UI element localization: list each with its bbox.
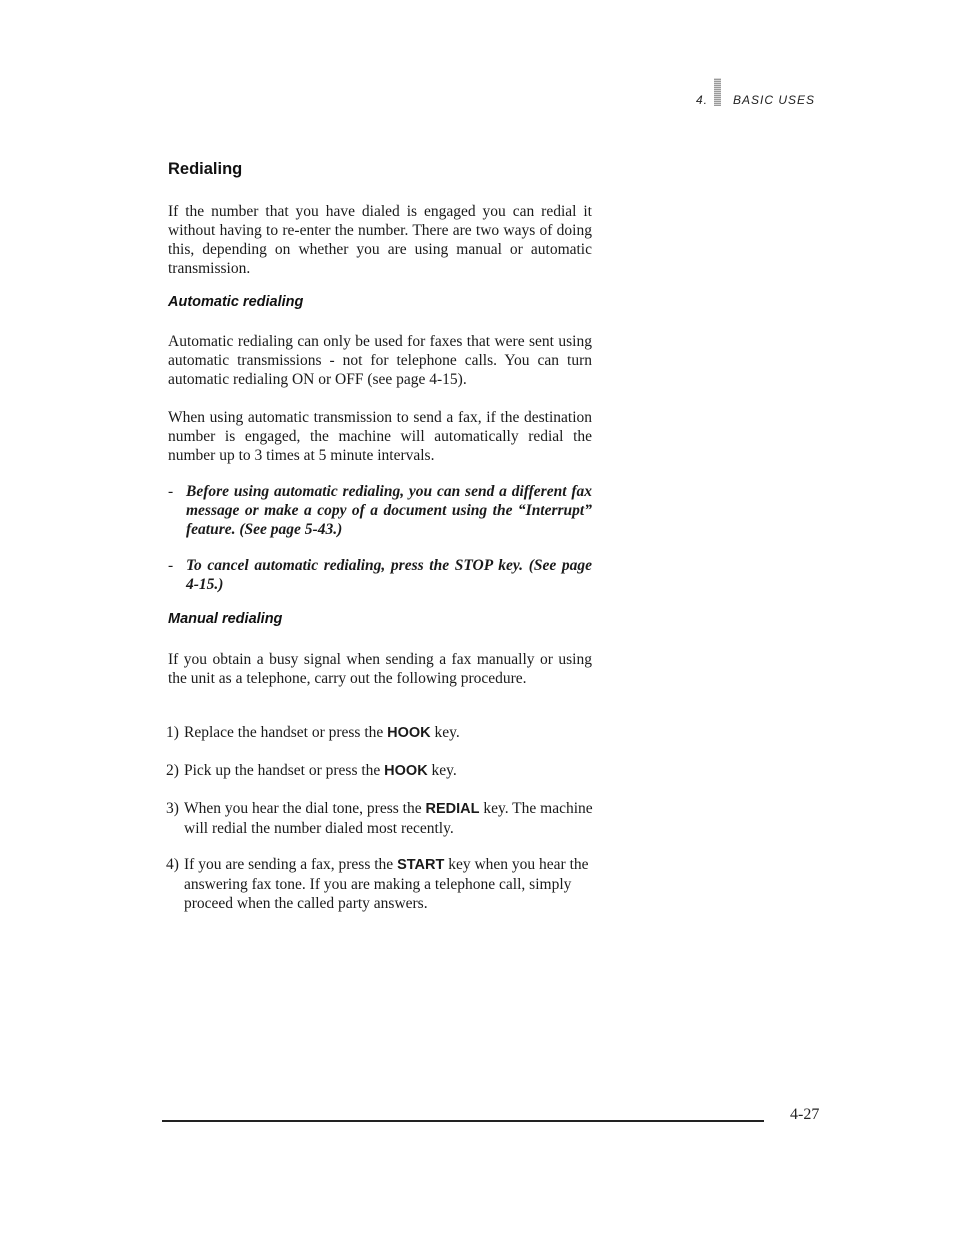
section-heading bbox=[168, 160, 592, 179]
note-item bbox=[168, 482, 592, 539]
note-item bbox=[168, 556, 592, 594]
note-dash: - bbox=[168, 557, 174, 574]
intro-text: If the number that you have dialed is engaged you can redial it without having to re-enter the number. There are two ways of doing this, depending on whether you are using manual or automatic transmission. bbox=[168, 203, 592, 277]
step-text: If you are sending a fax, press the START key when you hear the answering fax tone. If you are making a telephone call, simply proceed when the called party answers. bbox=[184, 856, 589, 912]
section-title: Redialing bbox=[168, 160, 243, 178]
key-name: HOOK bbox=[384, 763, 428, 779]
note-dash: - bbox=[168, 483, 174, 500]
step-number: 2) bbox=[166, 762, 179, 779]
step-text: Replace the handset or press the HOOK key. bbox=[184, 724, 460, 741]
automatic-heading bbox=[168, 294, 592, 310]
chapter-title: BASIC USES bbox=[733, 93, 816, 107]
automatic-title: Automatic redialing bbox=[168, 294, 304, 310]
procedure-step bbox=[166, 799, 594, 838]
footer-rule bbox=[162, 1120, 764, 1122]
chapter-tab-marker bbox=[714, 78, 721, 106]
page-number: 4-27 bbox=[790, 1106, 820, 1123]
procedure-step bbox=[166, 855, 594, 913]
key-name: HOOK bbox=[387, 725, 431, 741]
key-name: REDIAL bbox=[425, 801, 480, 817]
manual-title: Manual redialing bbox=[168, 611, 283, 627]
chapter-number: 4. bbox=[696, 93, 709, 107]
automatic-text-1: Automatic redialing can only be used for faxes that were sent using automatic transmissions - not for telephone calls. You can turn automatic redialing ON or OFF (see page 4-15). bbox=[168, 333, 592, 388]
step-text: When you hear the dial tone, press the REDIAL key. The machine will redial the number dialed most recently. bbox=[184, 800, 593, 837]
step-text: Pick up the handset or press the HOOK key. bbox=[184, 762, 457, 779]
manual-heading bbox=[168, 611, 592, 627]
manual-text: If you obtain a busy signal when sending a fax manually or using the unit as a telephone, carry out the following procedure. bbox=[168, 651, 592, 687]
running-header bbox=[690, 76, 840, 106]
step-number: 4) bbox=[166, 856, 179, 873]
key-name: START bbox=[397, 857, 445, 873]
manual-paragraph bbox=[168, 650, 592, 688]
automatic-paragraph-2 bbox=[168, 408, 592, 465]
procedure-step bbox=[166, 723, 594, 743]
step-number: 3) bbox=[166, 800, 179, 817]
intro-paragraph bbox=[168, 202, 592, 278]
automatic-paragraph-1 bbox=[168, 332, 592, 389]
automatic-text-2: When using automatic transmission to send a fax, if the destination number is engaged, the machine will automatically redial the number up to 3 times at 5 minute intervals. bbox=[168, 409, 592, 464]
note-text: Before using automatic redialing, you can send a different fax message or make a copy of a document using the “Interrupt” feature. (See page 5-43.) bbox=[186, 483, 592, 538]
note-text: To cancel automatic redialing, press the STOP key. (See page 4-15.) bbox=[186, 557, 592, 593]
step-number: 1) bbox=[166, 724, 179, 741]
procedure-step bbox=[166, 761, 594, 781]
